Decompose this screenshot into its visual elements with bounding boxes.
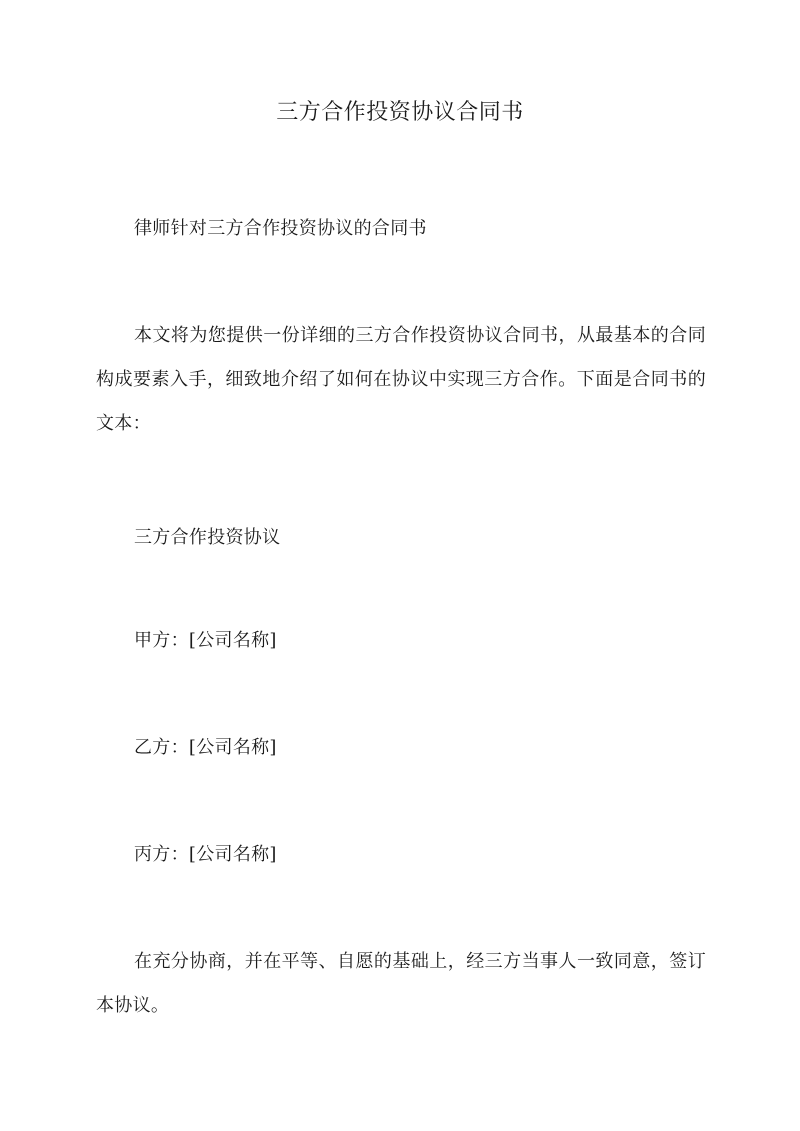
- paragraph-agreement-preamble: 在充分协商，并在平等、自愿的基础上，经三方当事人一致同意，签订本协议。: [96, 951, 706, 1016]
- paragraph-subtitle: 律师针对三方合作投资协议的合同书: [134, 218, 427, 239]
- document-title: 三方合作投资协议合同书: [276, 100, 524, 125]
- paragraph-party-b: 乙方：[公司名称]: [134, 737, 277, 758]
- paragraph-agreement-heading: 三方合作投资协议: [134, 527, 281, 548]
- paragraph-intro: 本文将为您提供一份详细的三方合作投资协议合同书，从最基本的合同构成要素入手，细致地介绍了如何在协议中实现三方合作。下面是合同书的文本：: [96, 325, 706, 434]
- paragraph-party-c: 丙方：[公司名称]: [134, 844, 277, 865]
- paragraph-party-a: 甲方：[公司名称]: [134, 630, 277, 651]
